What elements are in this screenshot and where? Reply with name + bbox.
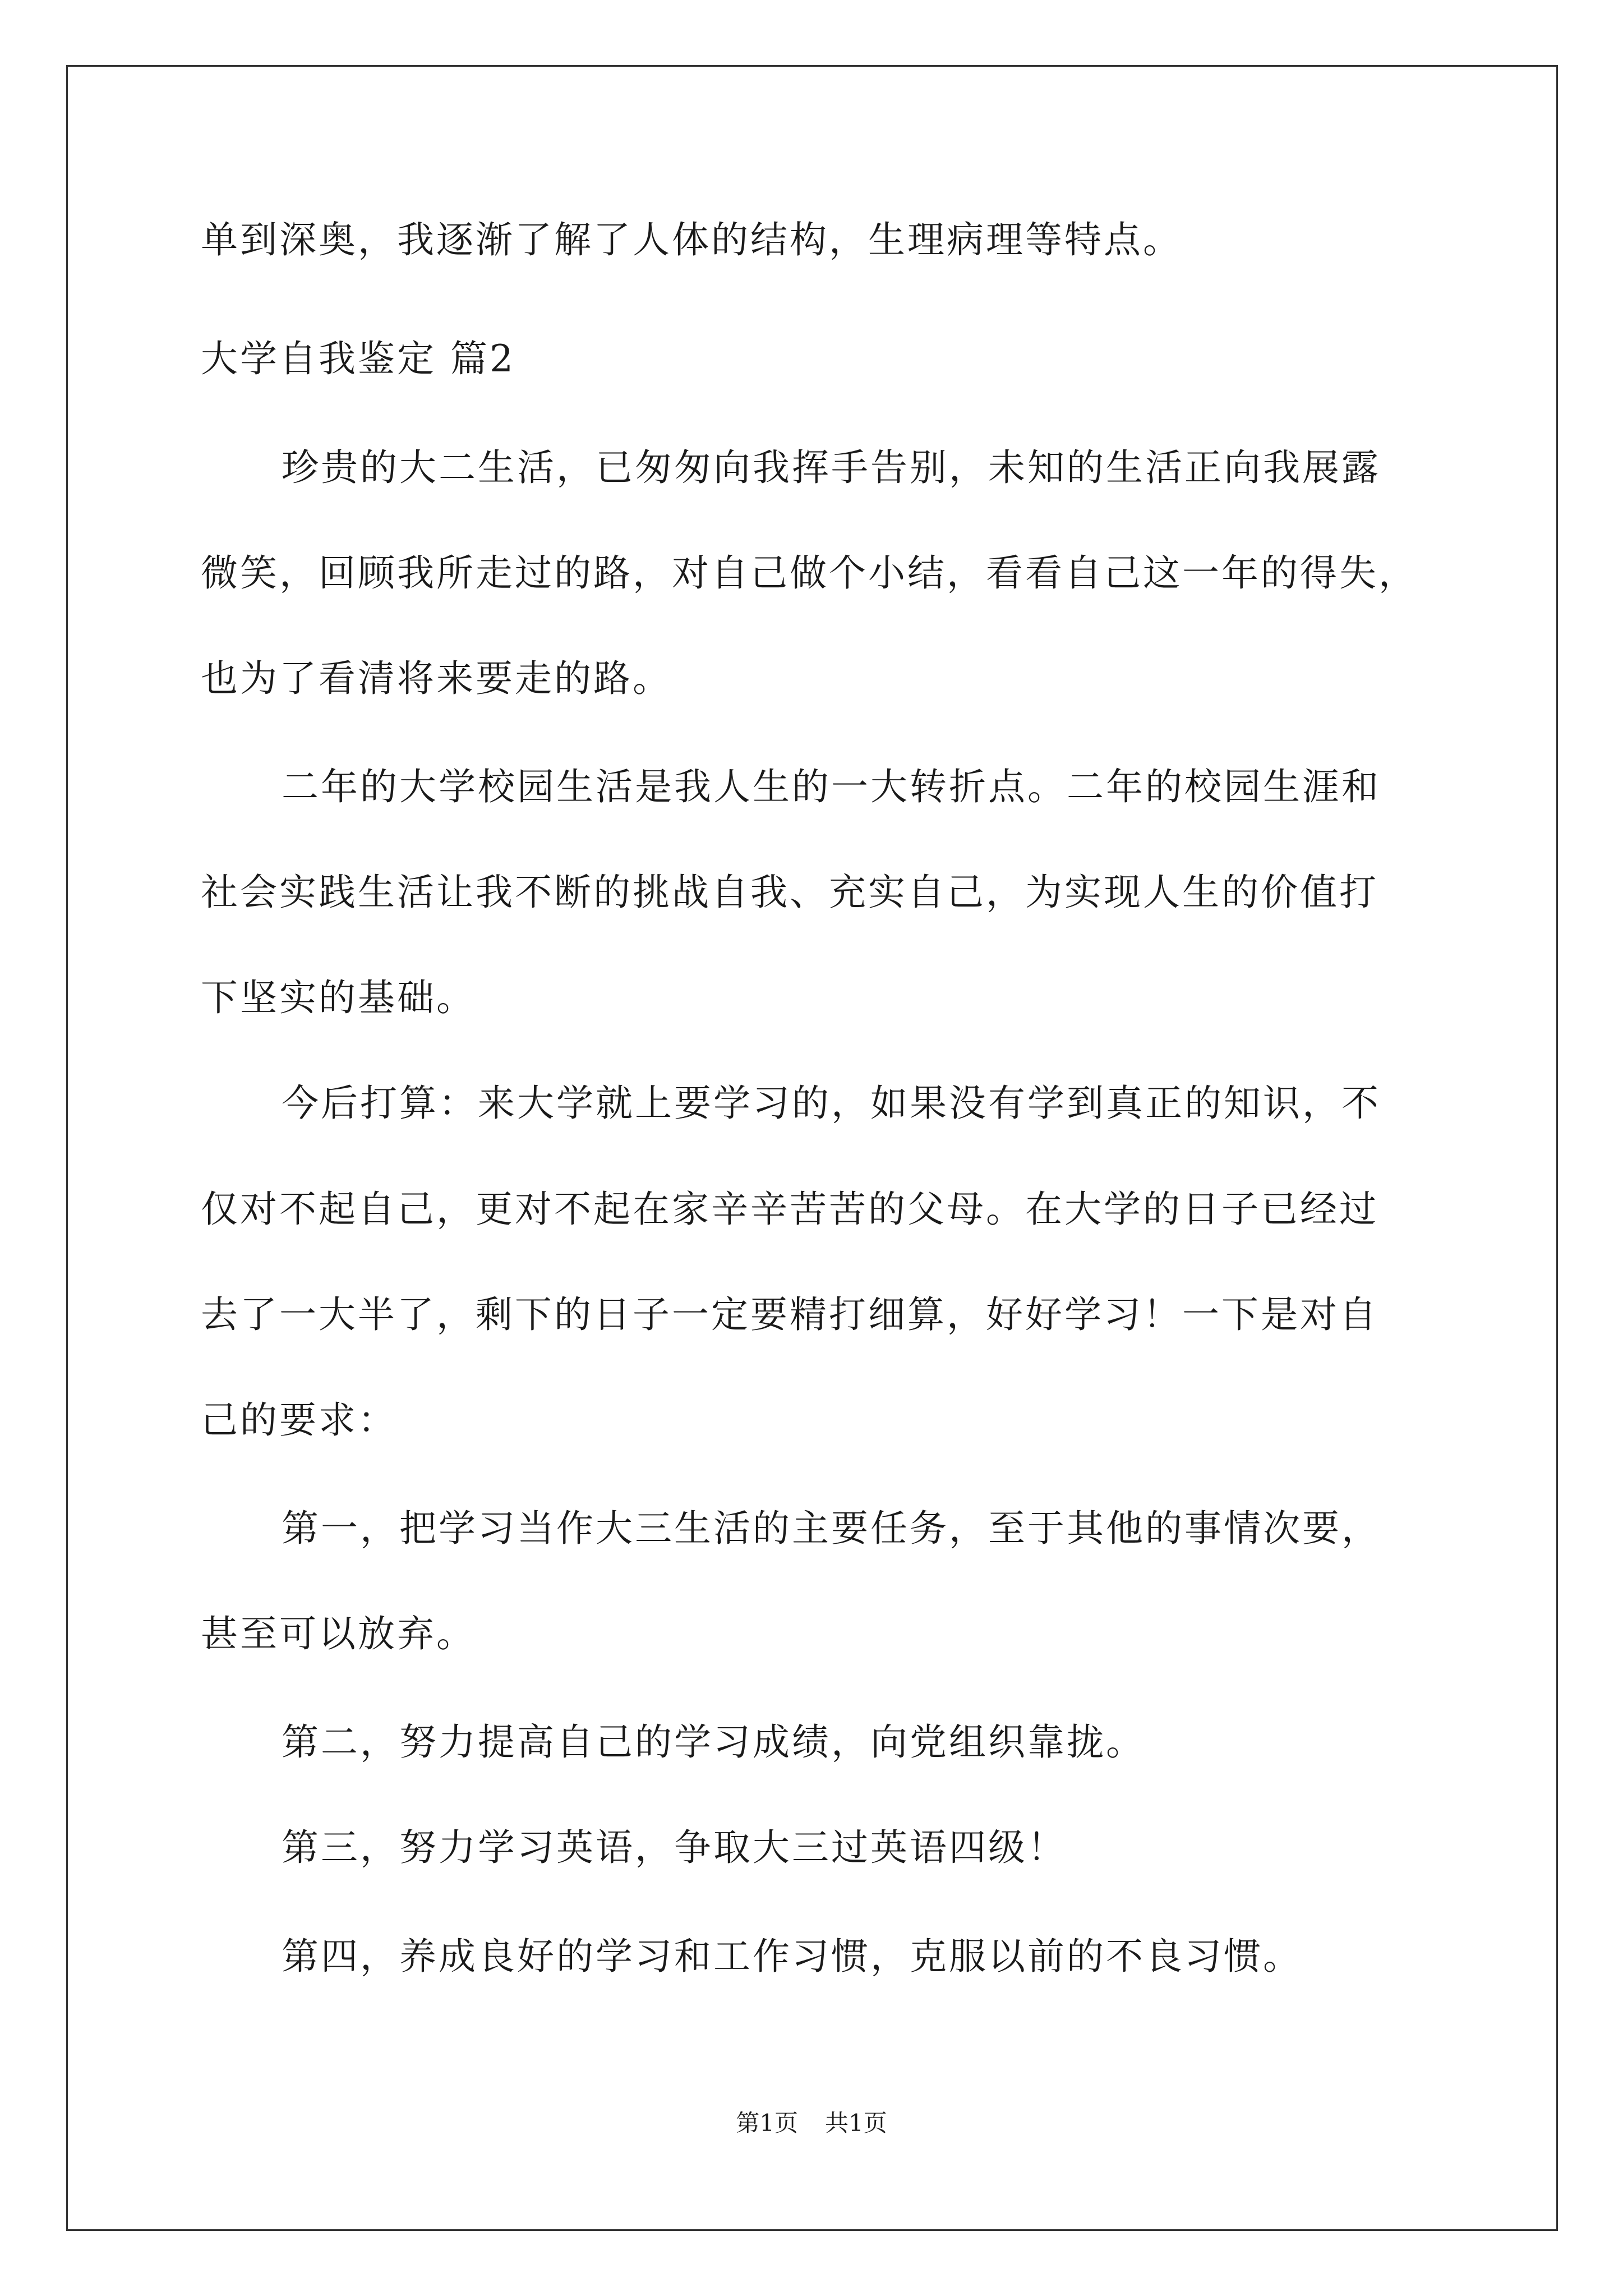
text-line: 下坚实的基础。 bbox=[201, 976, 476, 1019]
text-line: 微笑，回顾我所走过的路，对自己做个小结，看看自己这一年的得失， bbox=[201, 551, 1418, 595]
page-number: 第1页 bbox=[736, 2109, 798, 2137]
text-line: 第四，养成良好的学习和工作习惯，克服以前的不良习惯。 bbox=[282, 1935, 1302, 1978]
page-border bbox=[66, 65, 1558, 2231]
text-line: 己的要求： bbox=[201, 1398, 397, 1442]
text-line: 第一，把学习当作大三生活的主要任务，至于其他的事情次要， bbox=[282, 1507, 1381, 1550]
page-footer bbox=[0, 2106, 1623, 2140]
text-line: 也为了看清将来要走的路。 bbox=[201, 657, 672, 700]
text-line: 单到深奥，我逐渐了解了人体的结构，生理病理等特点。 bbox=[201, 218, 1182, 261]
text-line: 二年的大学校园生活是我人生的一大转折点。二年的校园生涯和 bbox=[282, 765, 1381, 808]
text-line: 甚至可以放弃。 bbox=[201, 1612, 476, 1655]
text-line: 去了一大半了，剩下的日子一定要精打细算，好好学习！一下是对自 bbox=[201, 1293, 1378, 1336]
text-line: 第二，努力提高自己的学习成绩，向党组织靠拢。 bbox=[282, 1720, 1145, 1764]
page-total: 共1页 bbox=[825, 2109, 887, 2137]
section-heading: 大学自我鉴定 篇2 bbox=[201, 337, 515, 380]
text-line: 第三，努力学习英语，争取大三过英语四级！ bbox=[282, 1826, 1067, 1869]
text-line: 今后打算：来大学就上要学习的，如果没有学到真正的知识，不 bbox=[282, 1082, 1381, 1125]
text-line: 珍贵的大二生活，已匆匆向我挥手告别，未知的生活正向我展露 bbox=[282, 446, 1381, 489]
text-line: 社会实践生活让我不断的挑战自我、充实自己，为实现人生的价值打 bbox=[201, 871, 1378, 914]
text-line: 仅对不起自己，更对不起在家辛辛苦苦的父母。在大学的日子已经过 bbox=[201, 1188, 1378, 1231]
